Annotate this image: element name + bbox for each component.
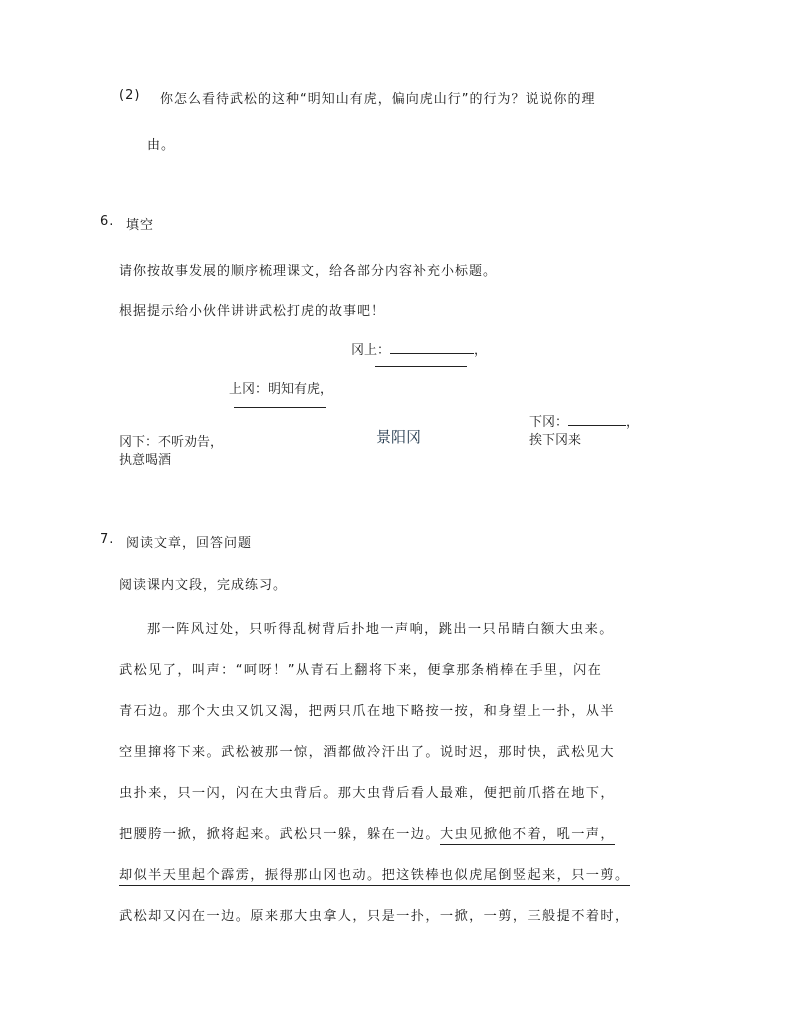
- passage-line-1: 那一阵风过处，只听得乱树背后扑地一声响，跳出一只吊睛白额大虫来。: [147, 622, 614, 637]
- diagram-right-line2: 挨下冈来: [529, 433, 582, 448]
- passage-line-4: 空里撺将下来。武松被那一惊，酒都做冷汗出了。说时迟，那时快，武松见大: [119, 745, 615, 760]
- question-6-title: 填空: [126, 218, 155, 233]
- question-6-number: 6.: [100, 214, 115, 229]
- diagram-right-label: 下冈：: [529, 415, 569, 430]
- passage-line-5: 虫扑来，只一闪，闪在大虫背后。那大虫背后看人最难，便把前爪搭在地下，: [119, 786, 615, 801]
- passage-line-6-underlined: 大虫见掀他不着，吼一声，: [440, 827, 615, 845]
- diagram-left-answer-line[interactable]: [234, 407, 326, 408]
- diagram-top-comma: ，: [474, 343, 488, 358]
- passage-line-6: [119, 823, 615, 842]
- passage-line-3: 青石边。那个大虫又饥又渴，把两只爪在地下略按一按，和身望上一扑，从半: [119, 704, 615, 719]
- diagram-top-node: [351, 339, 487, 358]
- diagram-bottom-left-line1: 冈下：不听劝告，: [119, 435, 224, 450]
- diagram-center-jingyanggang: 景阳冈: [376, 428, 422, 446]
- passage-line-2: 武松见了，叫声：“呵呀！”从青石上翻将下来，便拿那条梢棒在手里，闪在: [119, 663, 603, 678]
- diagram-bottom-left-line2: 执意喝酒: [119, 453, 172, 468]
- passage-line-7: [119, 864, 630, 883]
- diagram-top-answer-line[interactable]: [375, 366, 467, 367]
- diagram-top-label: 冈上：: [351, 343, 391, 358]
- diagram-right-blank[interactable]: [568, 413, 626, 426]
- passage-line-6-plain: 把腰胯一掀，掀将起来。武松只一躲，躲在一边。: [119, 827, 440, 842]
- question-5-2-number: (2): [119, 88, 141, 103]
- question-5-2-text-line2: 由。: [147, 138, 176, 153]
- diagram-left-label: 上冈：明知有虎，: [229, 382, 334, 397]
- question-7-number: 7.: [100, 532, 115, 547]
- passage-line-7-underlined: 却似半天里起个霹雳，振得那山冈也动。把这铁棒也似虎尾倒竖起来，只一剪。: [119, 868, 630, 886]
- question-7-title: 阅读文章，回答问题: [126, 536, 253, 551]
- question-5-2-text-line1: 你怎么看待武松的这种“明知山有虎，偏向虎山行”的行为？说说你的理: [160, 92, 596, 107]
- question-6-instruction-2: 根据提示给小伙伴讲讲武松打虎的故事吧！: [119, 304, 386, 319]
- diagram-right-node: [529, 411, 639, 430]
- passage-line-8: 武松却又闪在一边。原来那大虫拿人，只是一扑，一掀，一剪，三般提不着时，: [119, 909, 630, 924]
- question-6-instruction-1: 请你按故事发展的顺序梳理课文，给各部分内容补充小标题。: [119, 264, 498, 279]
- question-7-instruction: 阅读课内文段，完成练习。: [119, 578, 288, 593]
- diagram-right-comma: ，: [626, 415, 640, 430]
- diagram-top-blank[interactable]: [390, 341, 474, 354]
